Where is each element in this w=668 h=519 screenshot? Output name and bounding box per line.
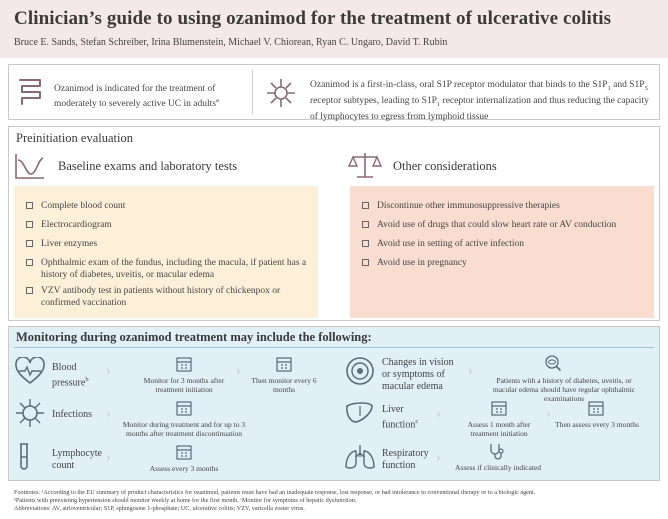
calendar-icon bbox=[276, 356, 292, 372]
infections-label: Infections bbox=[52, 409, 92, 420]
infections-note: Monitor during treatment and for up to 3 months after treatment discontinuation bbox=[122, 420, 246, 438]
receptor-molecule-icon bbox=[264, 76, 298, 110]
lymphocyte-note: Assess every 3 months bbox=[149, 464, 219, 473]
preinitiation-title: Preinitiation evaluation bbox=[16, 131, 133, 145]
baseline-panel bbox=[14, 186, 318, 318]
other-considerations-heading: Other considerations bbox=[393, 159, 497, 173]
intestine-icon bbox=[16, 74, 44, 108]
heart-pulse-icon bbox=[14, 357, 46, 385]
checkbox-icon bbox=[362, 221, 369, 228]
monitoring-title: Monitoring during ozanimod treatment may include the following: bbox=[16, 330, 372, 344]
chevron-right-icon: › bbox=[546, 407, 551, 421]
consideration-item: Avoid use in pregnancy bbox=[362, 257, 647, 269]
calendar-icon bbox=[491, 400, 507, 416]
chevron-right-icon: › bbox=[106, 407, 111, 421]
baseline-item: Ophthalmic exam of the fundus, including the macula, if patient has a history of diabetes, uveitis, or macular edema bbox=[26, 257, 311, 281]
respiratory-label: Respiratory function bbox=[382, 448, 429, 471]
lymphocyte-label: Lymphocyte count bbox=[52, 448, 102, 471]
checkbox-icon bbox=[26, 259, 33, 266]
calendar-icon bbox=[176, 444, 192, 460]
lab-curve-icon bbox=[14, 152, 46, 180]
eye-icon bbox=[344, 356, 376, 386]
checkbox-icon bbox=[26, 221, 33, 228]
liver-followup-note: Then assess every 3 months bbox=[555, 420, 639, 429]
liver-initial-note: Assess 1 month after treatment initiation bbox=[467, 420, 531, 438]
blood-pressure-label: Blood pressure$^b$ bbox=[52, 362, 89, 389]
chevron-right-icon: › bbox=[106, 364, 111, 378]
baseline-heading: Baseline exams and laboratory tests bbox=[58, 159, 238, 173]
chevron-right-icon: › bbox=[436, 407, 441, 421]
page-title: Clinician’s guide to using ozanimod for the treatment of ulcerative colitis bbox=[14, 8, 612, 29]
footnote-line: Footnotes: ᵃAccording to the EU summary of product characteristics for ozanimod, patients must have had an inadequate response, lost response, or had intolerance to conventional therapy or to a biologic agent. bbox=[14, 489, 536, 496]
chevron-right-icon: › bbox=[468, 364, 473, 378]
bp-followup-note: Then monitor every 6 months bbox=[251, 376, 317, 394]
baseline-item: Liver enzymes bbox=[26, 238, 311, 250]
virus-icon bbox=[14, 398, 46, 428]
baseline-item: Electrocardiogram bbox=[26, 219, 311, 231]
author-list: Bruce E. Sands, Stefan Schreiber, Irina Blumenstein, Michael V. Chiorean, Ryan C. Ungaro, David T. Rubin bbox=[14, 37, 448, 48]
checkbox-icon bbox=[26, 202, 33, 209]
checkbox-icon bbox=[362, 240, 369, 247]
indication-text: Ozanimod is indicated for the treatment of moderately to severely active UC in adults$^a$ bbox=[54, 84, 219, 110]
vision-note: Patients with a history of diabetes, uveitis, or macular edema should have regular ophthalmic examinations bbox=[492, 376, 636, 403]
liver-label: Liver function$^c$ bbox=[382, 404, 419, 431]
consideration-item: Avoid use in setting of active infection bbox=[362, 238, 647, 250]
footnotes bbox=[14, 489, 659, 513]
test-tube-icon bbox=[14, 442, 34, 472]
baseline-item: Complete blood count bbox=[26, 200, 311, 212]
chevron-right-icon: › bbox=[106, 451, 111, 465]
bp-initial-note: Monitor for 3 months after treatment initiation bbox=[143, 376, 225, 394]
chevron-right-icon: › bbox=[236, 364, 241, 378]
scales-icon bbox=[348, 150, 382, 180]
respiratory-note: Assess if clinically indicated bbox=[454, 463, 542, 472]
calendar-icon bbox=[588, 400, 604, 416]
lungs-icon bbox=[344, 443, 376, 471]
footnote-line: ᵇPatients with preexisting hypertension should monitor weekly at home for the first month. ᶜMonitor for symptoms of hepatic dysfunction. bbox=[14, 497, 357, 504]
stethoscope-icon bbox=[488, 442, 506, 460]
consideration-item: Discontinue other immunosuppressive therapies bbox=[362, 200, 647, 212]
mechanism-text: Ozanimod is a first-in-class, oral S1P receptor modulator that binds to the $S1P_1$ and $S1P_5$ receptor subtypes, leading to $S1P_1$ receptor internalization and thus reducing the capacity of lymphocytes to egress from lymphoid tissue bbox=[310, 80, 649, 122]
liver-icon bbox=[344, 400, 374, 426]
calendar-icon bbox=[176, 356, 192, 372]
checkbox-icon bbox=[362, 202, 369, 209]
magnifier-eye-icon bbox=[544, 354, 562, 372]
monitoring-rule bbox=[14, 347, 654, 348]
other-considerations-panel bbox=[350, 186, 654, 318]
consideration-item: Avoid use of drugs that could slow heart rate or AV conduction bbox=[362, 219, 647, 231]
baseline-item: VZV antibody test in patients without history of chickenpox or confirmed vaccination bbox=[26, 285, 311, 309]
calendar-icon bbox=[176, 400, 192, 416]
vision-label: Changes in vision or symptoms of macular edema bbox=[382, 357, 454, 392]
chevron-right-icon: › bbox=[436, 451, 441, 465]
checkbox-icon bbox=[362, 259, 369, 266]
intro-divider bbox=[252, 70, 253, 114]
checkbox-icon bbox=[26, 287, 33, 294]
checkbox-icon bbox=[26, 240, 33, 247]
abbreviations-line: Abbreviations: AV, atrioventricular; S1P, sphingosine 1-phosphate; UC, ulcerative colitis; VZV, varicella zoster virus. bbox=[14, 505, 305, 512]
